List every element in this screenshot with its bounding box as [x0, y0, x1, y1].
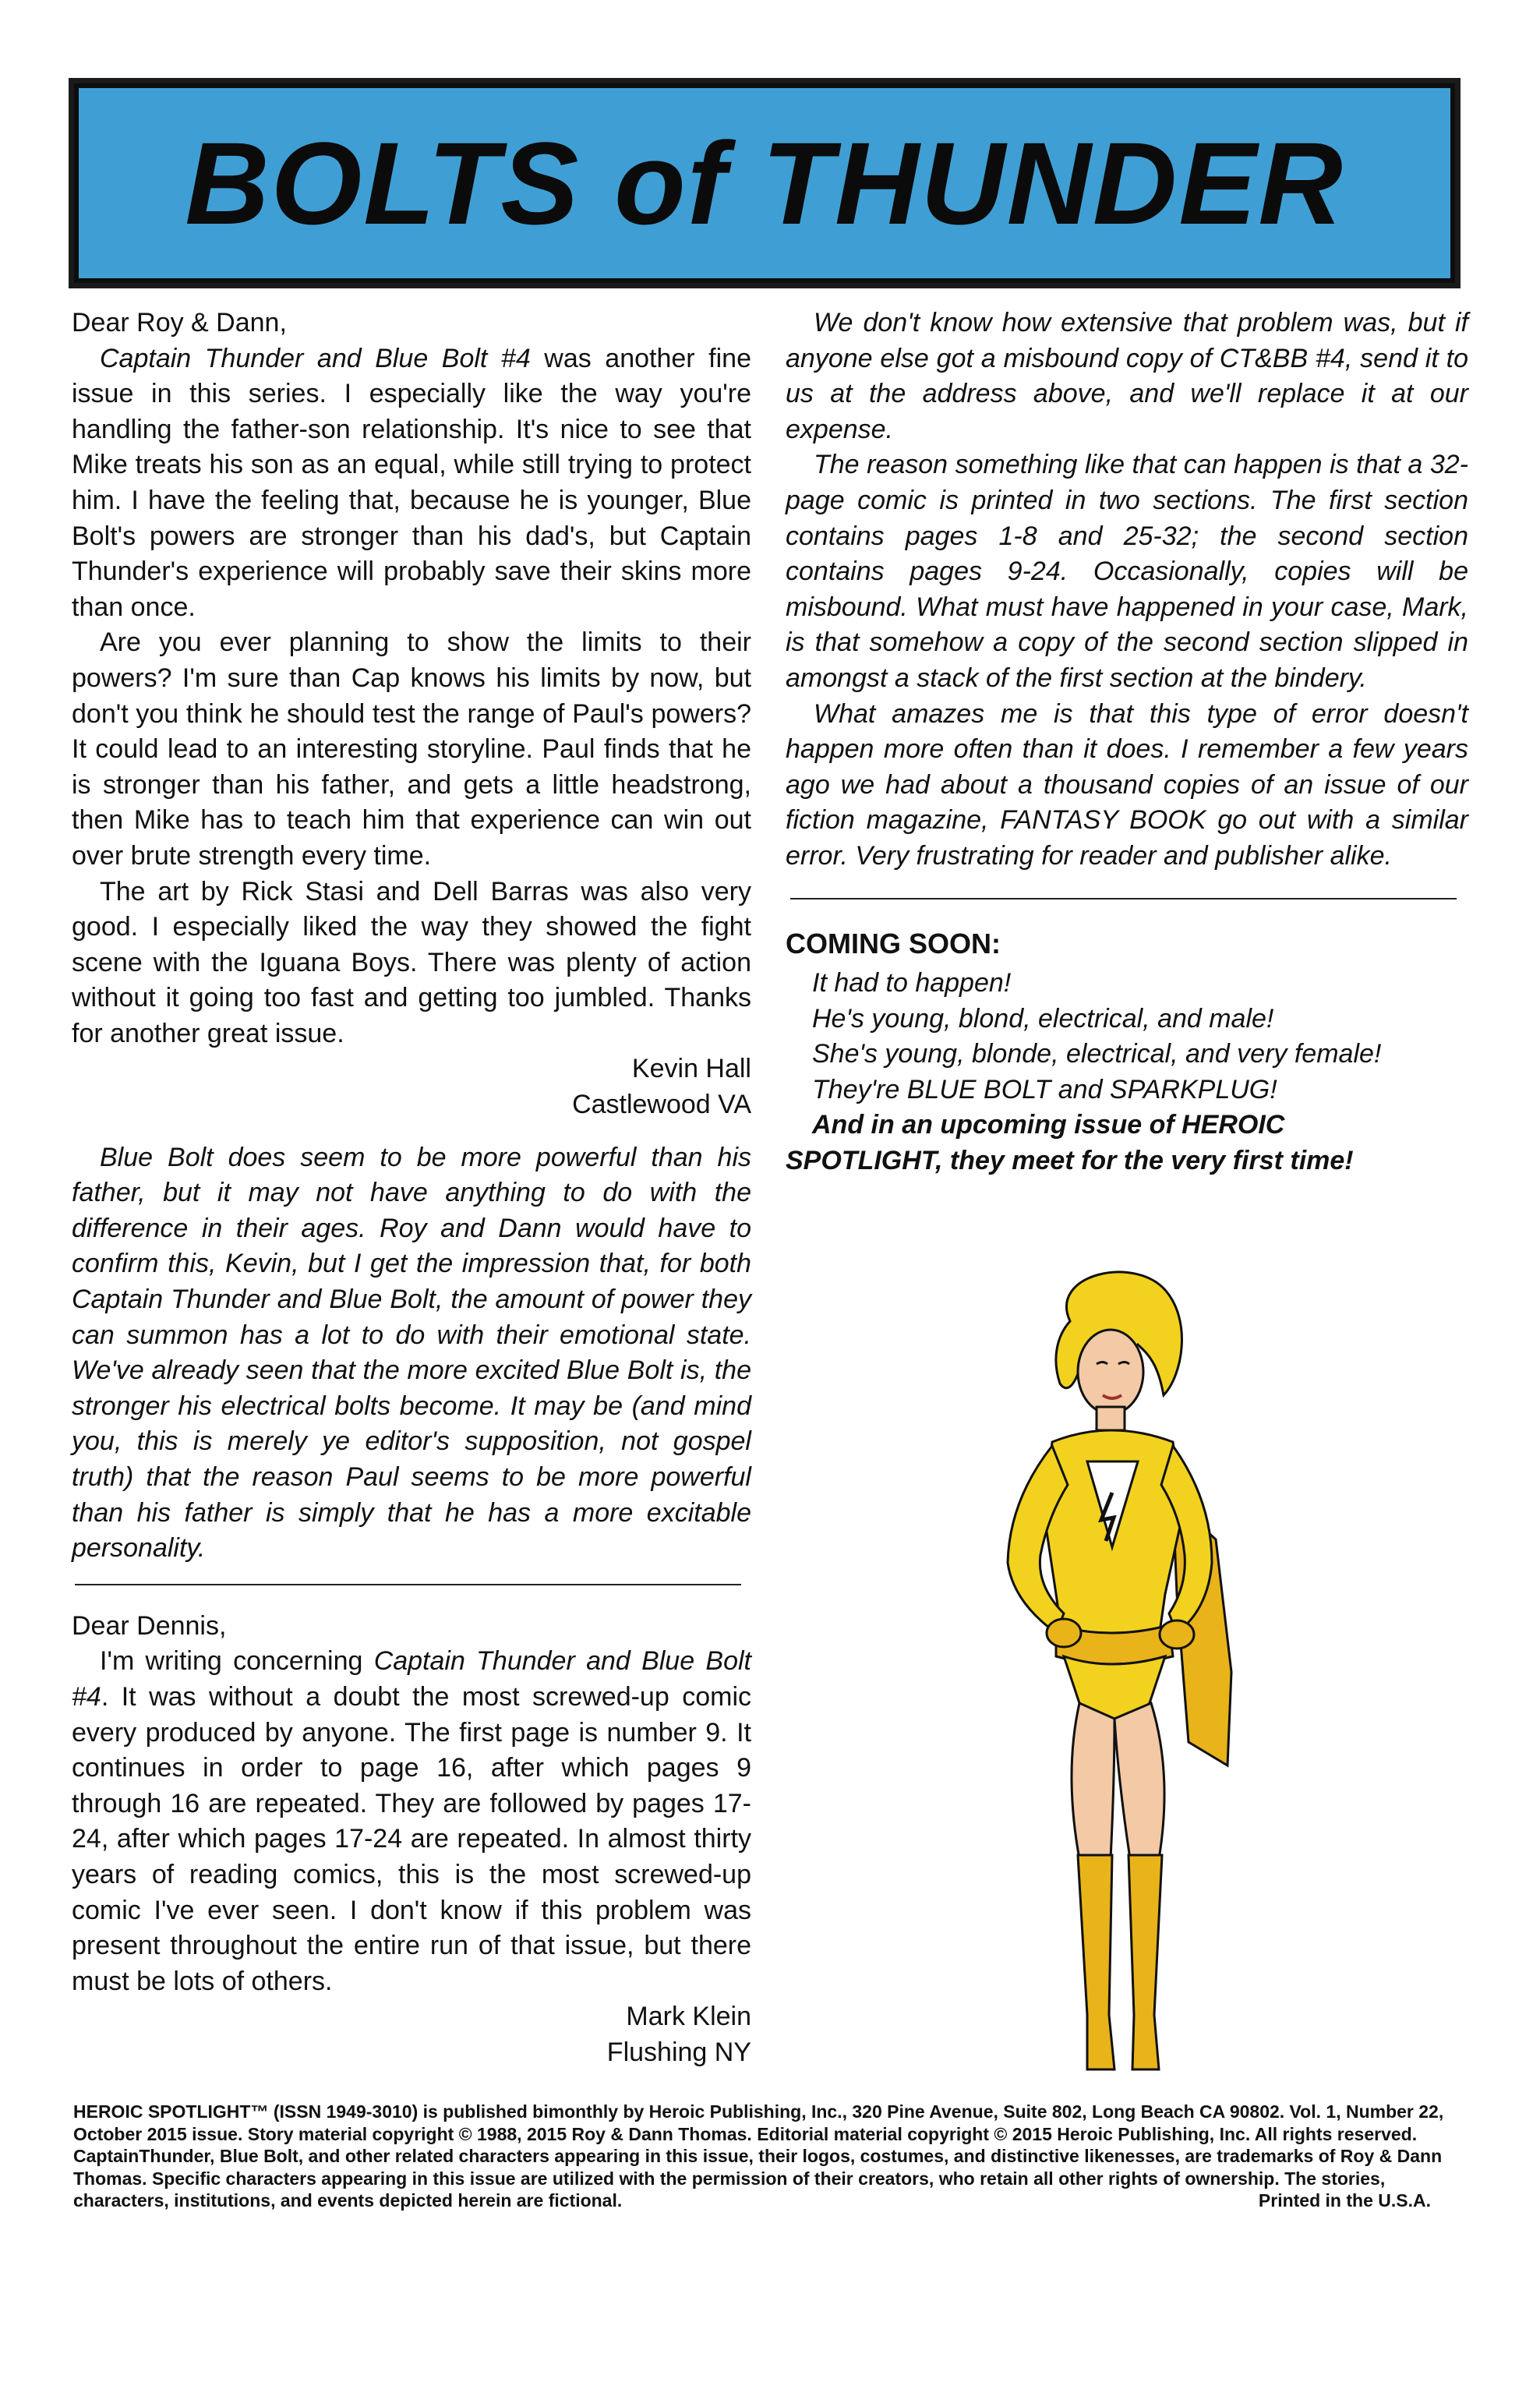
letter1-paragraph-2: Are you ever planning to show the limits to their powers? I'm sure than Cap knows his limits by now, but don't you think he should test the range of Paul's powers? It could lead to an interesting storyline. Paul finds that he is stronger than his father, and gets a little headstrong, then Mike has to teach him that experience can win out over brute strength every time. [72, 627, 751, 871]
editor-reply-2-paragraph-1: We don't know how extensive that problem was, but if anyone else got a misbound copy of CT&BB #4, send it to us at the address above, and we'll replace it at our expense. [786, 308, 1468, 444]
letter2-salutation: Dear Dennis, [72, 1610, 227, 1641]
right-column [786, 306, 1468, 1179]
letter1-paragraph-1 [72, 341, 751, 626]
teaser-line: She's young, blonde, electrical, and very female! [812, 1039, 1382, 1069]
editor-reply-2-paragraph-3: What amazes me is that this type of error doesn't happen more often than it does. I remember a few years ago we had about a thousand copies of an issue of our fiction magazine, FANTASY BOOK go out with a similar error. Very frustrating for reader and publisher alike. [786, 698, 1468, 871]
teaser-line: SPOTLIGHT, they meet for the very first time! [786, 1146, 1354, 1176]
teaser-line: And in an upcoming issue of HEROIC [812, 1110, 1285, 1140]
editor-reply-1: Blue Bolt does seem to be more powerful than his father, but it may not have anything to do with the difference in their ages. Roy and Dann would have to confirm this, Kevin, but I get the impression that, for both Captain Thunder and Blue Bolt, the amount of power they can summon has a lot to do with their emotional state. We've already seen that the more excited Blue Bolt is, the stronger his electrical bolts become. It may be (and mind you, this is merely ye editor's supposition, not gospel truth) that the reason Paul seems to be more powerful than his father is simply that he has a more excitable personality. [72, 1142, 751, 1564]
printed-in-usa: Printed in the U.S.A. [1258, 2190, 1431, 2211]
letter1-salutation: Dear Roy & Dann, [72, 308, 287, 338]
letter1-signature-name: Kevin Hall [631, 1054, 751, 1084]
letter1-issue-title: Captain Thunder and Blue Bolt #4 [100, 343, 531, 373]
section-divider [790, 898, 1457, 899]
letter2-paragraph-1 [72, 1644, 751, 1999]
letter2-issue-title: Captain Thunder and Blue Bolt #4 [72, 1646, 751, 1712]
left-column [72, 306, 751, 2071]
letter2-paragraph-1-text: . It was without a doubt the most screwed-up comic every produced by anyone. The first page is number 9. It continues in order to page 16, after which pages 9 through 16 are repeated. They are followed by pages 17-24, after which pages 17-24 are repeated. In almost thirty years of reading comics, this is the most screwed-up comic I've ever seen. I don't know if this problem was present throughout the entire run of that issue, but there must be lots of others. [72, 1681, 751, 1996]
page-banner [69, 78, 1461, 288]
teaser-line: He's young, blond, electrical, and male! [812, 1003, 1274, 1034]
sparkplug-illustration [978, 1267, 1305, 2081]
teaser-line: They're BLUE BOLT and SPARKPLUG! [812, 1074, 1277, 1104]
section-divider [75, 1584, 741, 1585]
letter2-intro-text: I'm writing concerning [100, 1646, 374, 1677]
letter2-signature-place: Flushing NY [606, 2037, 751, 2067]
publication-indicia [73, 2101, 1476, 2212]
letter1-paragraph-1-text: was another fine issue in this series. I especially like the way you're handling the father-son relationship. It's nice to see that Mike treats his son as an equal, while still trying to protect him. I have the feeling that, because he is younger, Blue Bolt's powers are stronger than his dad's, but Captain Thunder's experience will probably save their skins more than once. [72, 343, 751, 622]
editor-reply-2-paragraph-2: The reason something like that can happen is that a 32-page comic is printed in two sections. The first section contains pages 1-8 and 25-32; the second section contains pages 9-24. Occasionally, copies will be misbound. What must have happened in your case, Mark, is that somehow a copy of the second section slipped in amongst a stack of the first section at the bindery. [786, 450, 1468, 693]
indicia-text: HEROIC SPOTLIGHT™ (ISSN 1949-3010) is published bimonthly by Heroic Publishing, Inc., 320 Pine Avenue, Suite 802, Long Beach CA 90802. Vol. 1, Number 22, October 2015 issue. Story material copyright © 1988, 2015 Roy & Dann Thomas. Editorial material copyright © 2015 Heroic Publishing, Inc. All rights reserved. CaptainThunder, Blue Bolt, and other related characters appearing in this issue, their logos, costumes, and distinctive likenesses, are trademarks of Roy & Dann Thomas. Specific characters appearing in this issue are utilized with the permission of their creators, who retain all other rights of ownership. The stories, characters, institutions, and events depicted herein are fictional. [73, 2101, 1444, 2211]
letter1-signature-place: Castlewood VA [572, 1090, 751, 1120]
letter1-paragraph-3: The art by Rick Stasi and Dell Barras was also very good. I especially liked the way they showed the fight scene with the Iguana Boys. There was plenty of action without it going too fast and getting too jumbled. Thanks for another great issue. [72, 876, 751, 1048]
teaser-line: It had to happen! [812, 968, 1012, 998]
coming-soon-heading: COMING SOON: [786, 927, 1001, 960]
banner-panel [74, 83, 1455, 283]
letter2-signature-name: Mark Klein [626, 2002, 751, 2032]
page-title: BOLTS of THUNDER [185, 117, 1344, 249]
